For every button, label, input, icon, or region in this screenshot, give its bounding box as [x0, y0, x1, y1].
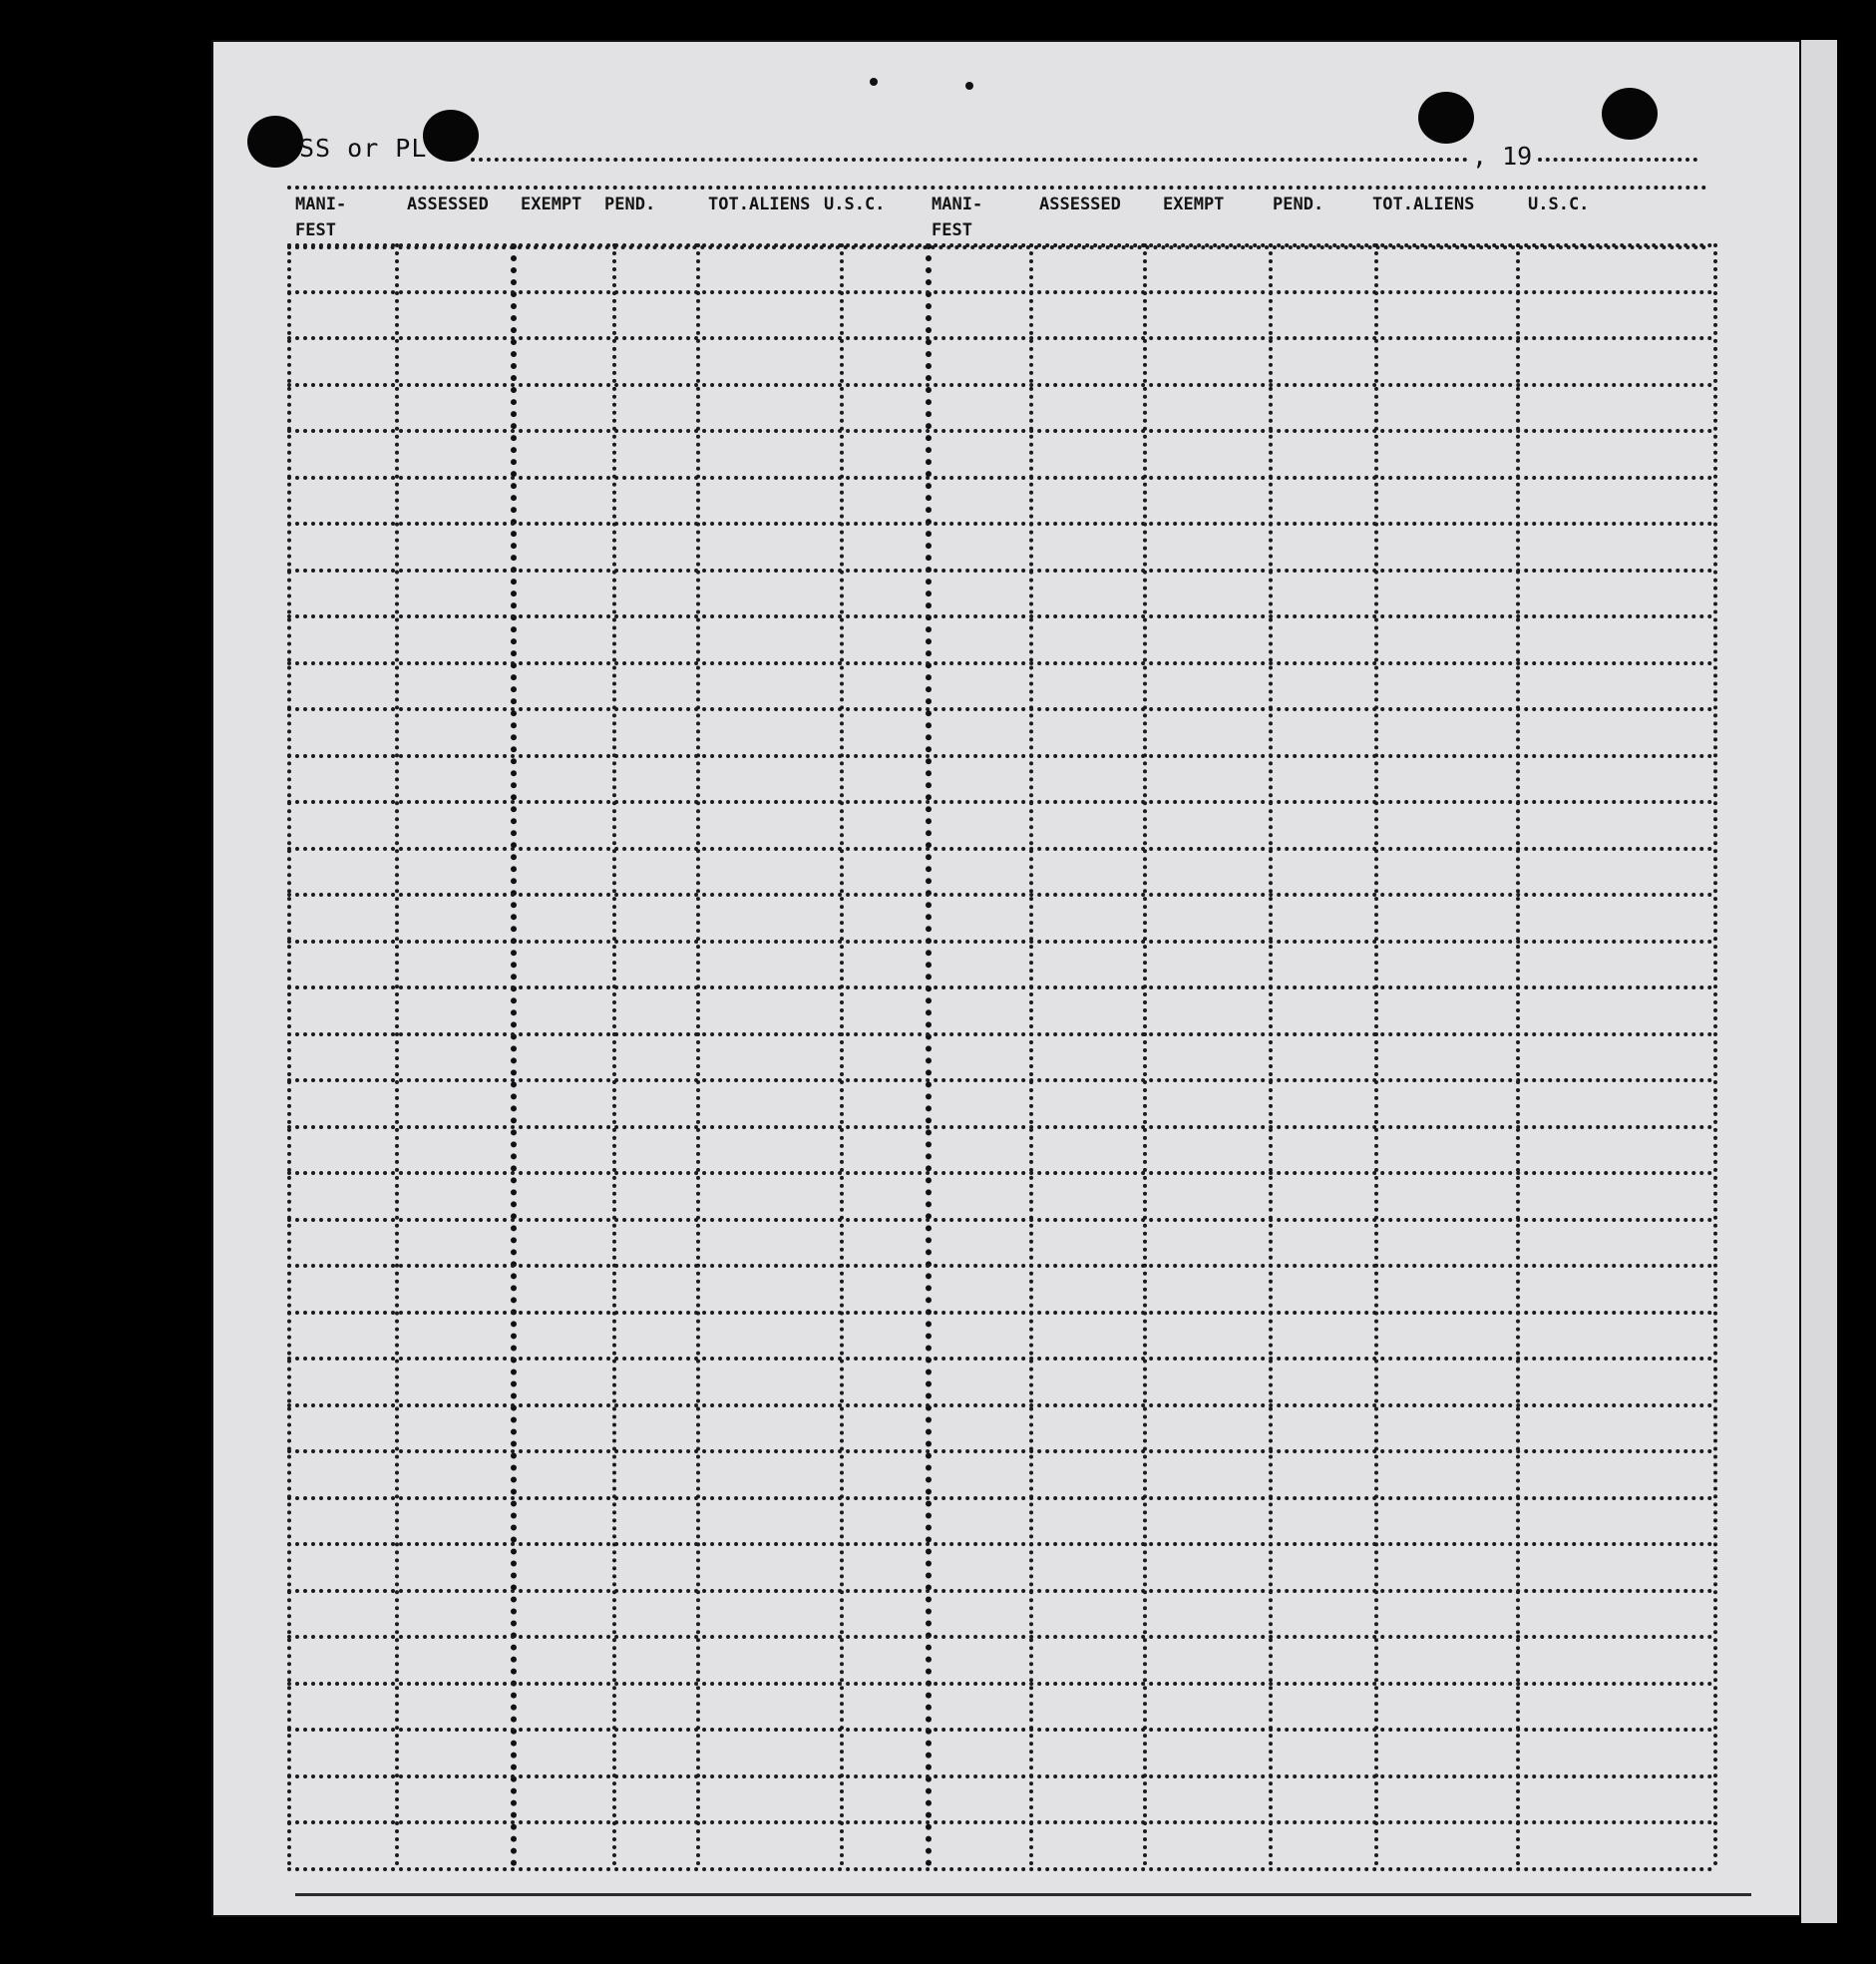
- table-row: [287, 800, 1713, 804]
- col-header-total-aliens-left: TOT.ALIENS: [708, 195, 811, 214]
- punch-hole-right-2: [1602, 88, 1658, 140]
- year-label-text: , 19: [1472, 142, 1533, 171]
- grid-column-rule: [1516, 243, 1520, 1867]
- col-header-manifest-left: MANI- FEST: [295, 195, 347, 240]
- table-row: [287, 893, 1713, 897]
- grid-column-rule: [1143, 243, 1147, 1867]
- col-header-exempt-left: EXEMPT: [521, 195, 582, 214]
- sheet-right-margin: [1801, 40, 1837, 1923]
- grid-column-rule: [612, 243, 616, 1867]
- ledger-grid: [287, 243, 1713, 1867]
- table-row: [287, 1449, 1713, 1453]
- table-row: [287, 522, 1713, 526]
- table-row: [287, 661, 1713, 665]
- table-row: [287, 1682, 1713, 1686]
- grid-column-rule: [696, 243, 700, 1867]
- table-row: [287, 940, 1713, 944]
- punch-hole-right-1: [1418, 92, 1474, 144]
- table-row: [287, 429, 1713, 433]
- table-row: [287, 1635, 1713, 1639]
- table-row: [287, 336, 1713, 340]
- grid-column-rule: [1374, 243, 1378, 1867]
- sheet-bottom-edge: [295, 1893, 1751, 1896]
- ink-speck: [870, 78, 878, 86]
- col-header-total-aliens-right: TOT.ALIENS: [1372, 195, 1475, 214]
- grid-column-rule: [1713, 243, 1717, 1867]
- grid-column-rule: [926, 243, 932, 1867]
- col-header-usc-right: U.S.C.: [1528, 195, 1590, 214]
- col-header-pend-right: PEND.: [1273, 195, 1324, 214]
- table-row: [287, 1357, 1713, 1361]
- table-row: [287, 1125, 1713, 1129]
- vessel-label-text: SS or PL: [299, 134, 428, 163]
- table-row: [287, 290, 1713, 294]
- col-header-exempt-right: EXEMPT: [1163, 195, 1225, 214]
- table-row: [287, 614, 1713, 618]
- year-label: [1472, 142, 1532, 171]
- table-row: [287, 569, 1713, 573]
- table-row: [287, 754, 1713, 758]
- table-row: [287, 847, 1713, 851]
- table-row: [287, 476, 1713, 480]
- col-header-assessed-right: ASSESSED: [1039, 195, 1121, 214]
- table-row: [287, 1032, 1713, 1036]
- table-row: [287, 1542, 1713, 1546]
- table-row: [287, 1171, 1713, 1175]
- table-row: [287, 1589, 1713, 1593]
- table-row: [287, 1728, 1713, 1732]
- vessel-fill-line: [471, 158, 1468, 162]
- table-row: [287, 1496, 1713, 1500]
- table-row: [287, 985, 1713, 989]
- table-row: [287, 1264, 1713, 1268]
- grid-column-rule: [1269, 243, 1273, 1867]
- header-rule: [287, 186, 1707, 190]
- grid-column-rule: [395, 243, 399, 1867]
- col-header-manifest-right: MANI- FEST: [932, 195, 983, 240]
- table-row: [287, 1311, 1713, 1315]
- vessel-label: [299, 134, 427, 163]
- grid-column-rule: [287, 243, 291, 1867]
- table-row: [287, 1078, 1713, 1082]
- table-row: [287, 1403, 1713, 1407]
- table-row: [287, 1867, 1713, 1871]
- grid-column-rule: [1029, 243, 1033, 1867]
- table-row: [287, 383, 1713, 387]
- punch-hole-left-2: [423, 110, 479, 162]
- year-fill-line: [1538, 158, 1697, 162]
- table-row: [287, 707, 1713, 711]
- table-row: [287, 243, 1713, 247]
- ink-speck: [965, 82, 973, 90]
- punch-hole-left-1: [247, 116, 303, 168]
- grid-column-rule: [511, 243, 517, 1867]
- col-header-assessed-left: ASSESSED: [407, 195, 489, 214]
- table-row: [287, 1218, 1713, 1222]
- table-row: [287, 1820, 1713, 1824]
- col-header-usc-left: U.S.C.: [824, 195, 886, 214]
- col-header-pend-left: PEND.: [604, 195, 656, 214]
- grid-column-rule: [840, 243, 844, 1867]
- table-row: [287, 1774, 1713, 1778]
